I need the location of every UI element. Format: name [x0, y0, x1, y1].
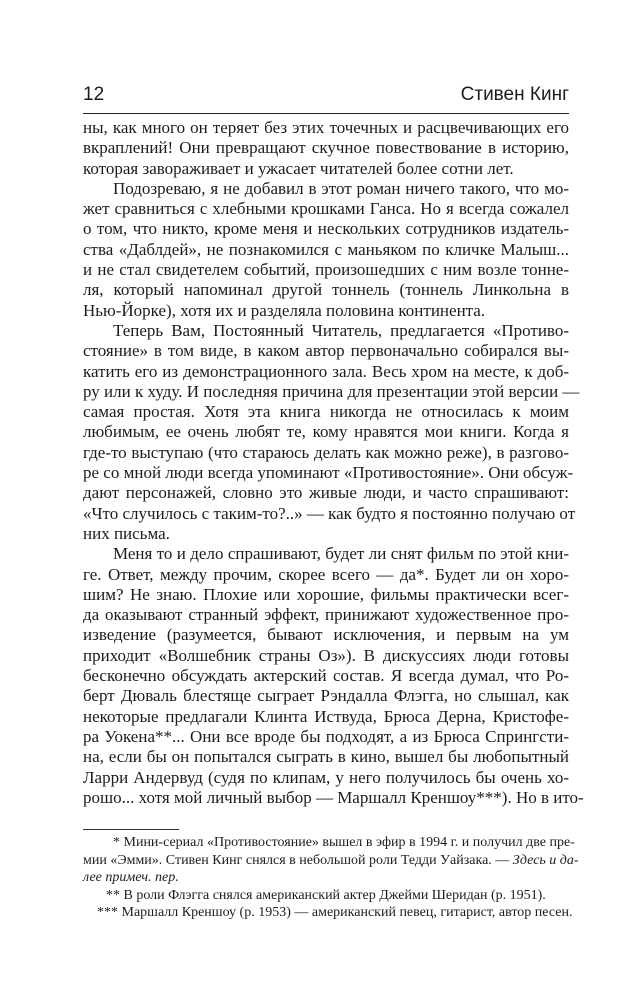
footnote-1-line	[83, 852, 579, 870]
footnote-2: ** В роли Флэгга снялся американский актер Джейми Шеридан (р. 1951).	[106, 887, 546, 903]
page-number: 12	[83, 84, 105, 105]
header-rule	[83, 113, 569, 114]
text-line: ны, как много он теряет без этих точечных и расцвечивающих его	[83, 118, 569, 137]
text-line: Меня то и дело спрашивают, будет ли снят фильм по этой кни-	[113, 544, 569, 564]
text-line: самая простая. Хотя эта книга никогда не относилась к моим	[83, 402, 569, 422]
text-line: жет сравниться с хлебными крошками Ганса. Но я всегда сожалел	[83, 199, 569, 219]
paragraph	[83, 179, 569, 321]
footnote-3: *** Маршалл Креншоу (р. 1953) — американский певец, гитарист, автор песен.	[97, 905, 573, 920]
footnote-italic: Здесь и да-	[512, 852, 579, 868]
text-line: и не стал свидетелем событий, произошедших с ним возле тонне-	[83, 260, 569, 280]
text-line: катить его из демонстрационного зала. Весь хром на месте, к доб-	[83, 361, 569, 381]
paragraph	[83, 544, 584, 808]
paragraph	[83, 320, 580, 544]
body-text	[83, 118, 584, 808]
text-line: них письма.	[83, 523, 170, 543]
running-header	[83, 84, 569, 110]
text-line: ра Уокена**... Они все вроде бы подходят, а из Брюса Спрингсти-	[83, 726, 569, 746]
text-line: «Что случилось с таким-то?..» — как будто я постоянно получаю от	[83, 503, 576, 523]
footnote-1-line	[83, 869, 569, 887]
text-line: приходит «Волшебник страны Оз»). В дискуссиях люди готовы	[83, 645, 569, 665]
text-line: рошо... хотя мой личный выбор — Маршалл Креншоу***). Но в ито-	[83, 787, 584, 807]
text-line: Подозреваю, я не добавил в этот роман ничего такого, что мо-	[113, 178, 569, 198]
text-line: Теперь Вам, Постоянный Читатель, предлагается «Противо-	[113, 320, 569, 340]
text-line: любимым, ее очень любят те, кому нравятся мои книги. Когда я	[83, 422, 569, 442]
text-line: ля, который напоминал другой тоннель (тоннель Линкольна в	[83, 280, 569, 300]
text-line: бесконечно обсуждать актерский состав. Я всегда думал, что Ро-	[83, 666, 569, 686]
text-line: да оказывают странный эффект, принижают художественное про-	[83, 605, 569, 625]
text-line: где-то выступаю (что стараюсь делать как можно реже), в разгово-	[83, 442, 569, 462]
text-line: ру или к худу. И последняя причина для презентации этой версии —	[83, 381, 580, 401]
footnote-italic: лее примеч. пер.	[83, 870, 179, 885]
text-line: стояние» в том виде, в каком автор первоначально собирался вы-	[83, 341, 569, 361]
running-header-author: Стивен Кинг	[460, 84, 569, 105]
text-line: на, если бы он попытался сыграть в кино, вышел бы любопытный	[83, 747, 569, 767]
footnotes	[83, 834, 579, 922]
text-line: шим? Не знаю. Плохие или хорошие, фильмы практически всег-	[83, 584, 569, 604]
footnote-text: мии «Эмми». Стивен Кинг снялся в небольшой роли Тедди Уайзака. —	[83, 852, 510, 868]
text-line: Нью-Йорке), хотя их и разделяла половина континента.	[83, 300, 486, 320]
text-line: о том, что никто, кроме меня и нескольких сотрудников издатель-	[83, 219, 569, 239]
text-line: берт Дюваль блестяще сыграет Рэндалла Флэгга, но слышал, как	[83, 686, 569, 706]
text-line: изведение (разумеется, бывают исключения, и первым на ум	[83, 625, 569, 645]
footnote-1-line: * Мини-сериал «Противостояние» вышел в эфир в 1994 г. и получил две пре-	[113, 835, 575, 850]
footnote-rule	[83, 829, 179, 830]
text-line: дают персонажей, словно это живые люди, и часто спрашивают:	[83, 483, 569, 503]
text-line: вкраплений! Они превращают скучное повествование в историю,	[83, 138, 569, 158]
text-line: ре со мной люди всегда упоминают «Противостояние». Они обсуж-	[83, 463, 574, 483]
text-line: ства «Даблдей», не познакомился с маньяком по кличке Малыш...	[83, 239, 569, 259]
text-line: некоторые предлагали Клинта Иствуда, Брюса Дерна, Кристофе-	[83, 706, 569, 726]
text-line: ге. Ответ, между прочим, скорее всего — да*. Будет ли он хоро-	[83, 564, 569, 584]
paragraph	[83, 118, 569, 179]
text-line: Ларри Андервуд (судя по клипам, у него получилось бы очень хо-	[83, 767, 569, 787]
text-line: которая завораживает и ужасает читателей более сотни лет.	[83, 158, 514, 178]
